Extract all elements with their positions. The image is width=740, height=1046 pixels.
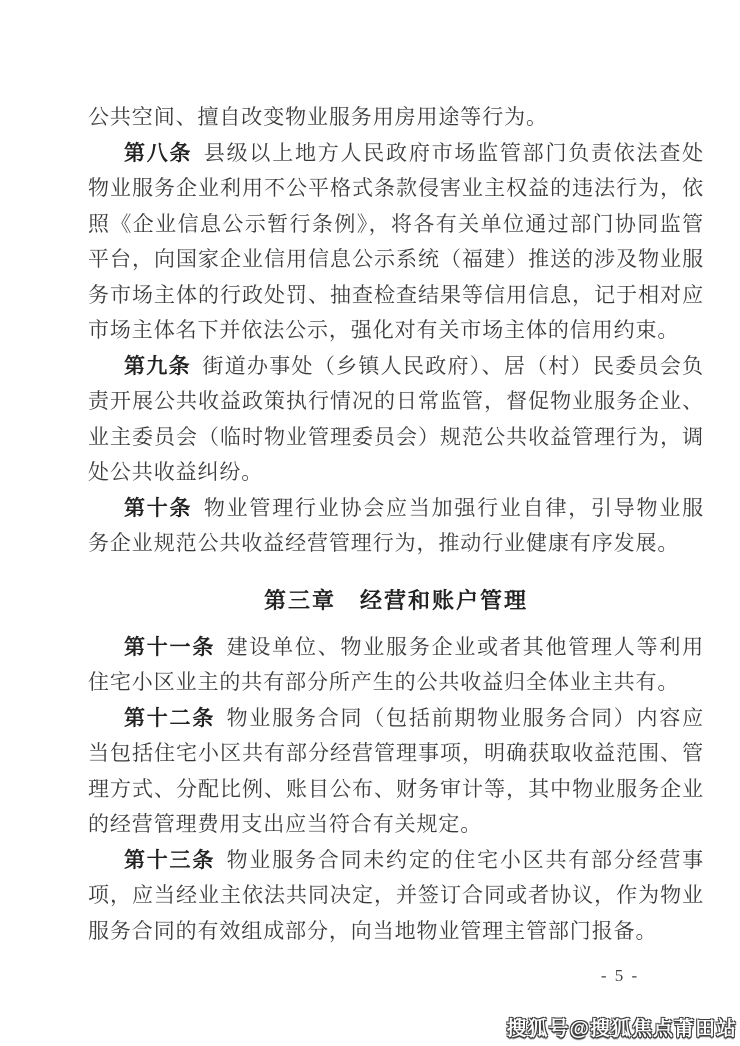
article-number-label: 第八条 (124, 140, 193, 165)
paragraph-text: 物业服务合同（包括前期物业服务合同）内容应当包括住宅小区共有部分经营管理事项，明确获取收益范围、管理方式、分配比例、账目公布、财务审计等，其中物业服务企业的经营管理费用支出应当符合有关规定。 (88, 705, 704, 836)
chapter-heading: 第三章 经营和账户管理 (263, 587, 528, 613)
paragraph-text: 物业管理行业协会应当加强行业自律，引导物业服务企业规范公共收益经营管理行为，推动行业健康有序发展。 (88, 495, 704, 555)
article-paragraph-12 (88, 701, 704, 843)
article-paragraph-8 (88, 136, 704, 349)
article-paragraph-11 (88, 630, 704, 701)
page-number: - 5 - (600, 966, 640, 985)
paragraph-text: 街道办事处（乡镇人民政府）、居（村）民委员会负责开展公共收益政策执行情况的日常监管，督促物业服务企业、业主委员会（临时物业管理委员会）规范公共收益管理行为，调处公共收益纠纷。 (88, 353, 705, 484)
sohu-watermark: 搜狐号@搜狐焦点莆田站 (506, 1018, 737, 1040)
article-number-label: 第十条 (124, 495, 193, 520)
paragraph-text: 物业服务合同未约定的住宅小区共有部分经营事项，应当经业主依法共同决定，并签订合同或者协议，作为物业服务合同的有效组成部分，向当地物业管理主管部门报备。 (88, 847, 704, 943)
article-paragraph-10 (88, 491, 704, 562)
paragraph-text: 县级以上地方人民政府市场监管部门负责依法查处物业服务企业利用不公平格式条款侵害业主权益的违法行为，依照《企业信息公示暂行条例》，将各有关单位通过部门协同监管平台，向国家企业信用信息公示系统（福建）推送的涉及物业服务市场主体的行政处罚、抽查检查结果等信用信息，记于相对应市场主体名下并依法公示，强化对有关市场主体的信用约束。 (88, 140, 704, 342)
article-number-label: 第十二条 (124, 705, 216, 730)
document-body (88, 100, 704, 949)
paragraph-text: 公共空间、擅自改变物业服务用房用途等行为。 (88, 105, 548, 129)
article-paragraph-13 (88, 843, 704, 950)
article-number-label: 第十一条 (124, 634, 216, 659)
paragraph-text: 建设单位、物业服务企业或者其他管理人等利用住宅小区业主的共有部分所产生的公共收益归全体业主共有。 (88, 634, 704, 694)
continuation-paragraph (88, 100, 704, 136)
article-number-label: 第九条 (124, 353, 191, 378)
article-paragraph-9 (88, 349, 704, 491)
article-number-label: 第十三条 (124, 847, 216, 872)
